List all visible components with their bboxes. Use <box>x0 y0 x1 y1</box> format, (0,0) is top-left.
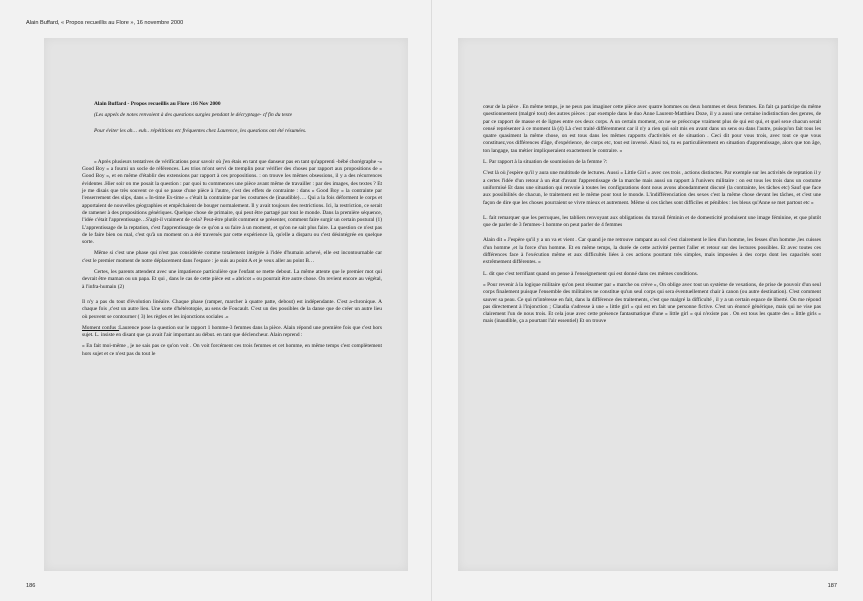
moment-text: Laurence pose la question sur le rapport 1 homme-3 femmes dans la pièce. Alain répond une première fois que c'est hors sujet. L. insiste en disant que ça avait l'air important au début. en tant que déclencheur. Alain reprend : <box>82 324 382 339</box>
moment-label: Moment confus : <box>82 324 120 331</box>
paragraph: « Après plusieurs tentatives de vérifications pour savoir où j'en étais en tant que danseur pas en tant qu'apprenti -bébé chorégraphe -« Good Boy » a fourni un socle de références. Les trios m'ont servi de tremplin pour vérifier des choses par rapport aux propositions de « Good Boy », et en même d'établir des extensions par rapport à ces propositions. : on trouve les mêmes obsessions, il y a des récurrences évidentes .Hier soir on me posait la question : par quoi tu commences une pièce avant même de travailler : par des images, des textes ? Et je me disais que très souvent ce qui se passe d'une pièce à l'autre, c'est des effets de contrainte : dans « Good Boy » la contrainte par l'enserrement des slips, dans « In-time Ex-time » c'était la contrainte par les costumes de (inaudible)…. Qui a la fois déforment le corps et apportaient de nouvelles géographies et empêchaient de bouger normalement. Il y avait toujours des restrictions. Ici, la restriction, ce serait de ramener à des propositions génériques. Quelque chose de primaire, qui peut être partagé par tout le monde. Dans la première séquence, l'idée c'était l'apprentissage…S'agit-il vraiment de cela? Peut-être plutôt comment se présenter, comment faire surgir un certain postural (1) L'apprentissage de la reptation, c'est l'apprentissage de ce qu'on a su faire à un moment, et qu'on ne sait plus faire. La question ce n'est pas de le faire bien ou mal, c'est qu'à un moment on a été traversés par cette expérience là, qu'elle a disparu ou c'est désintégrée en quelque sorte. <box>82 158 382 246</box>
page-number: 187 <box>827 583 837 589</box>
paragraph: « En fait moi-même , je ne sais pas ce qu'on voit . On voit forcément ces trois femmes et cet homme, en même temps c'est complètement hors sujet et ce n'est pas du tout le <box>82 343 382 357</box>
paragraph: Même si c'est une phase qui n'est pas considérée comme totalement intégrée à l'idée d'humain achevé, elle est incontournable car c'est le premier moment de notre déplacement dans l'espace : je suis au point A et je veux aller au point B… <box>82 250 382 264</box>
paragraph: Il n'y a pas du tout d'évolution linéaire. Chaque phase (ramper, marcher à quatre patte, debout) est indépendante. C'est a-chronique. A chaque fois ,c'est un autre lieu. Une sorte d'hétérotopie, au sens de Foucault. C'est un des possibles de la danse que de créer un autre lieu où peuvent se contourner ( 3) les règles et les injonctions sociales .» <box>82 298 382 320</box>
paragraph: C'est là où j'espère qu'il y aura une multitude de lectures. Aussi « Little Girl » avec ces trois , actions distinctes. Par exemple sur les activités de reptation il y a certes l'idée d'un retour à un état d'avant l'apprentissage de la marche mais aussi un rapport à l'univers militaire : on est tous les trois dans un costume uniformisé Et dans une situation qui renvoie à toutes les configurations dont nous avons abondamment discuté (la contrainte, les tâches etc) Sauf que face aux possibilités de chacun, le traitement est le même pour tout le monde. L'indifférenciation des sexes c'est la même chose devant les tâches, et c'est une façon de dire que les choses pourraient se vivre mieux et autrement. Même si ces tâches sont difficiles et pénibles : les bleus qu'Anne se met partout etc » <box>483 170 821 206</box>
paragraph: « Pour revenir à la logique militaire qu'on peut résumer par « marche ou crève », On oblige avec tout un système de vexations, de prise de pouvoir d'un seul corps finalement puisque l'ensemble des militaires ne constitue qu'un seul corps qui sera éventuellement chair à canon (ou autre destination). C'est comment sauver sa peau. Ce qui m'intéresse en fait, dans la différence des traitements, c'est que malgré la difficulté , il y a un certain espace de liberté. On me répond pas directement à l'injonction ; Claudia s'adresse à une « little girl » qui est en fait une personne fictive. C'est un énoncé générique, mais qui ne vise pas clairement l'un de nous trois. Et cela joue avec cette présence fantasmatique d'une « little girl » qui n'existe pas . On est tous les quatre des « little girls » mais (inaudible, ça a pourtant l'air essentiel) Et on trouve <box>483 281 821 325</box>
document-title: Alain Buffard - Propos recueillis au Flore :16 Nov 2000 <box>94 101 221 107</box>
right-page <box>432 0 863 601</box>
question: L. Par rapport à la situation de soumission de la femme ?: <box>483 159 608 166</box>
paragraph: Certes, les parents attendent avec une impatience particulière que l'enfant se mette debout. La même attente que le premier mot qui devrait être maman ou un papa. Et qui , dans le cas de cette pièce est « abricot » ou pourrait être autre chose. On revient encore au végétal, à l'infra-humain (2) <box>82 269 382 290</box>
question: L. fait remarquer que les perruques, les tabliers renvoyant aux obligations du travail féminin et de domesticité produisent une image féminine, et que plutôt que de parler de 3 femmes-1 homme on peut parler de 4 femmes <box>483 214 821 229</box>
editor-note-2: Pour éviter les ah… euh.. répétitions etc fréquentes chez Laurence, les questions ont été résumées. <box>94 127 307 134</box>
paragraph: cœur de la pièce . En même temps, je ne peux pas imaginer cette pièce avec quatre hommes ou deux hommes et deux femmes. En fait ça participe du même questionnement (malgré tout) des autres pièces : par exemple dans le duo Anne Laurent-Matthieu Doze, il y a aussi une certaine indistinction des genres, de par ce rapport de masse et de lignes entre ces deux corps. A un certain moment, on ne se préoccupe vraiment plus de qui est qui, et quel sexe chacun serait censé représenter à ce moment là (4) Là c'est traité différemment car il n'y a rien qui soit mis en avant dans un sens ou dans l'autre, puisqu'on fait tous les quatre quasiment la même chose, on est tous dans les mêmes rapports d'activités et de situation . Ceci dit pour vous trois, avec tout ce que vous constituez,vos différences d'âge, d'expérience, de corps etc, tout est inversé. Ainsi toi, tu es particulièrement en situation d'apprentissage, alors que ton âge, ton langage, tau métier impliqueraient exactement le contraire. » <box>483 104 821 154</box>
running-head: Alain Buffard, « Propos recueillis au Flore », 16 novembre 2000 <box>26 20 184 26</box>
question: L. dit que c'est terrifiant quand on pense à l'enseignement qui est donné dans ces mêmes conditions. <box>483 270 699 277</box>
page-number: 186 <box>26 583 36 589</box>
paragraph: Alain dit « J'espère qu'il y a un va et vient . Car quand je me retrouve rampant au sol c'est clairement le lieu d'un homme, les fesses d'un homme ,les cuisses d'un homme ,et la force d'un homme. Et en même temps, la durée de cette activité permet l'aller et retour sur des lectures possibles. Et avec toutes ces différences face à l'exécution même et aux difficultés liées à ces actions pourtant très simples, mais imposées à des corps dont les capacités sont extrêmement différentes. » <box>483 237 821 266</box>
right-page-text <box>483 104 821 326</box>
left-page-text <box>82 101 382 358</box>
editor-note: (Les appels de notes renvoient à des questions surgies pendant le décryptage- cf fin du texte <box>94 112 292 119</box>
moment-paragraph <box>82 325 382 340</box>
